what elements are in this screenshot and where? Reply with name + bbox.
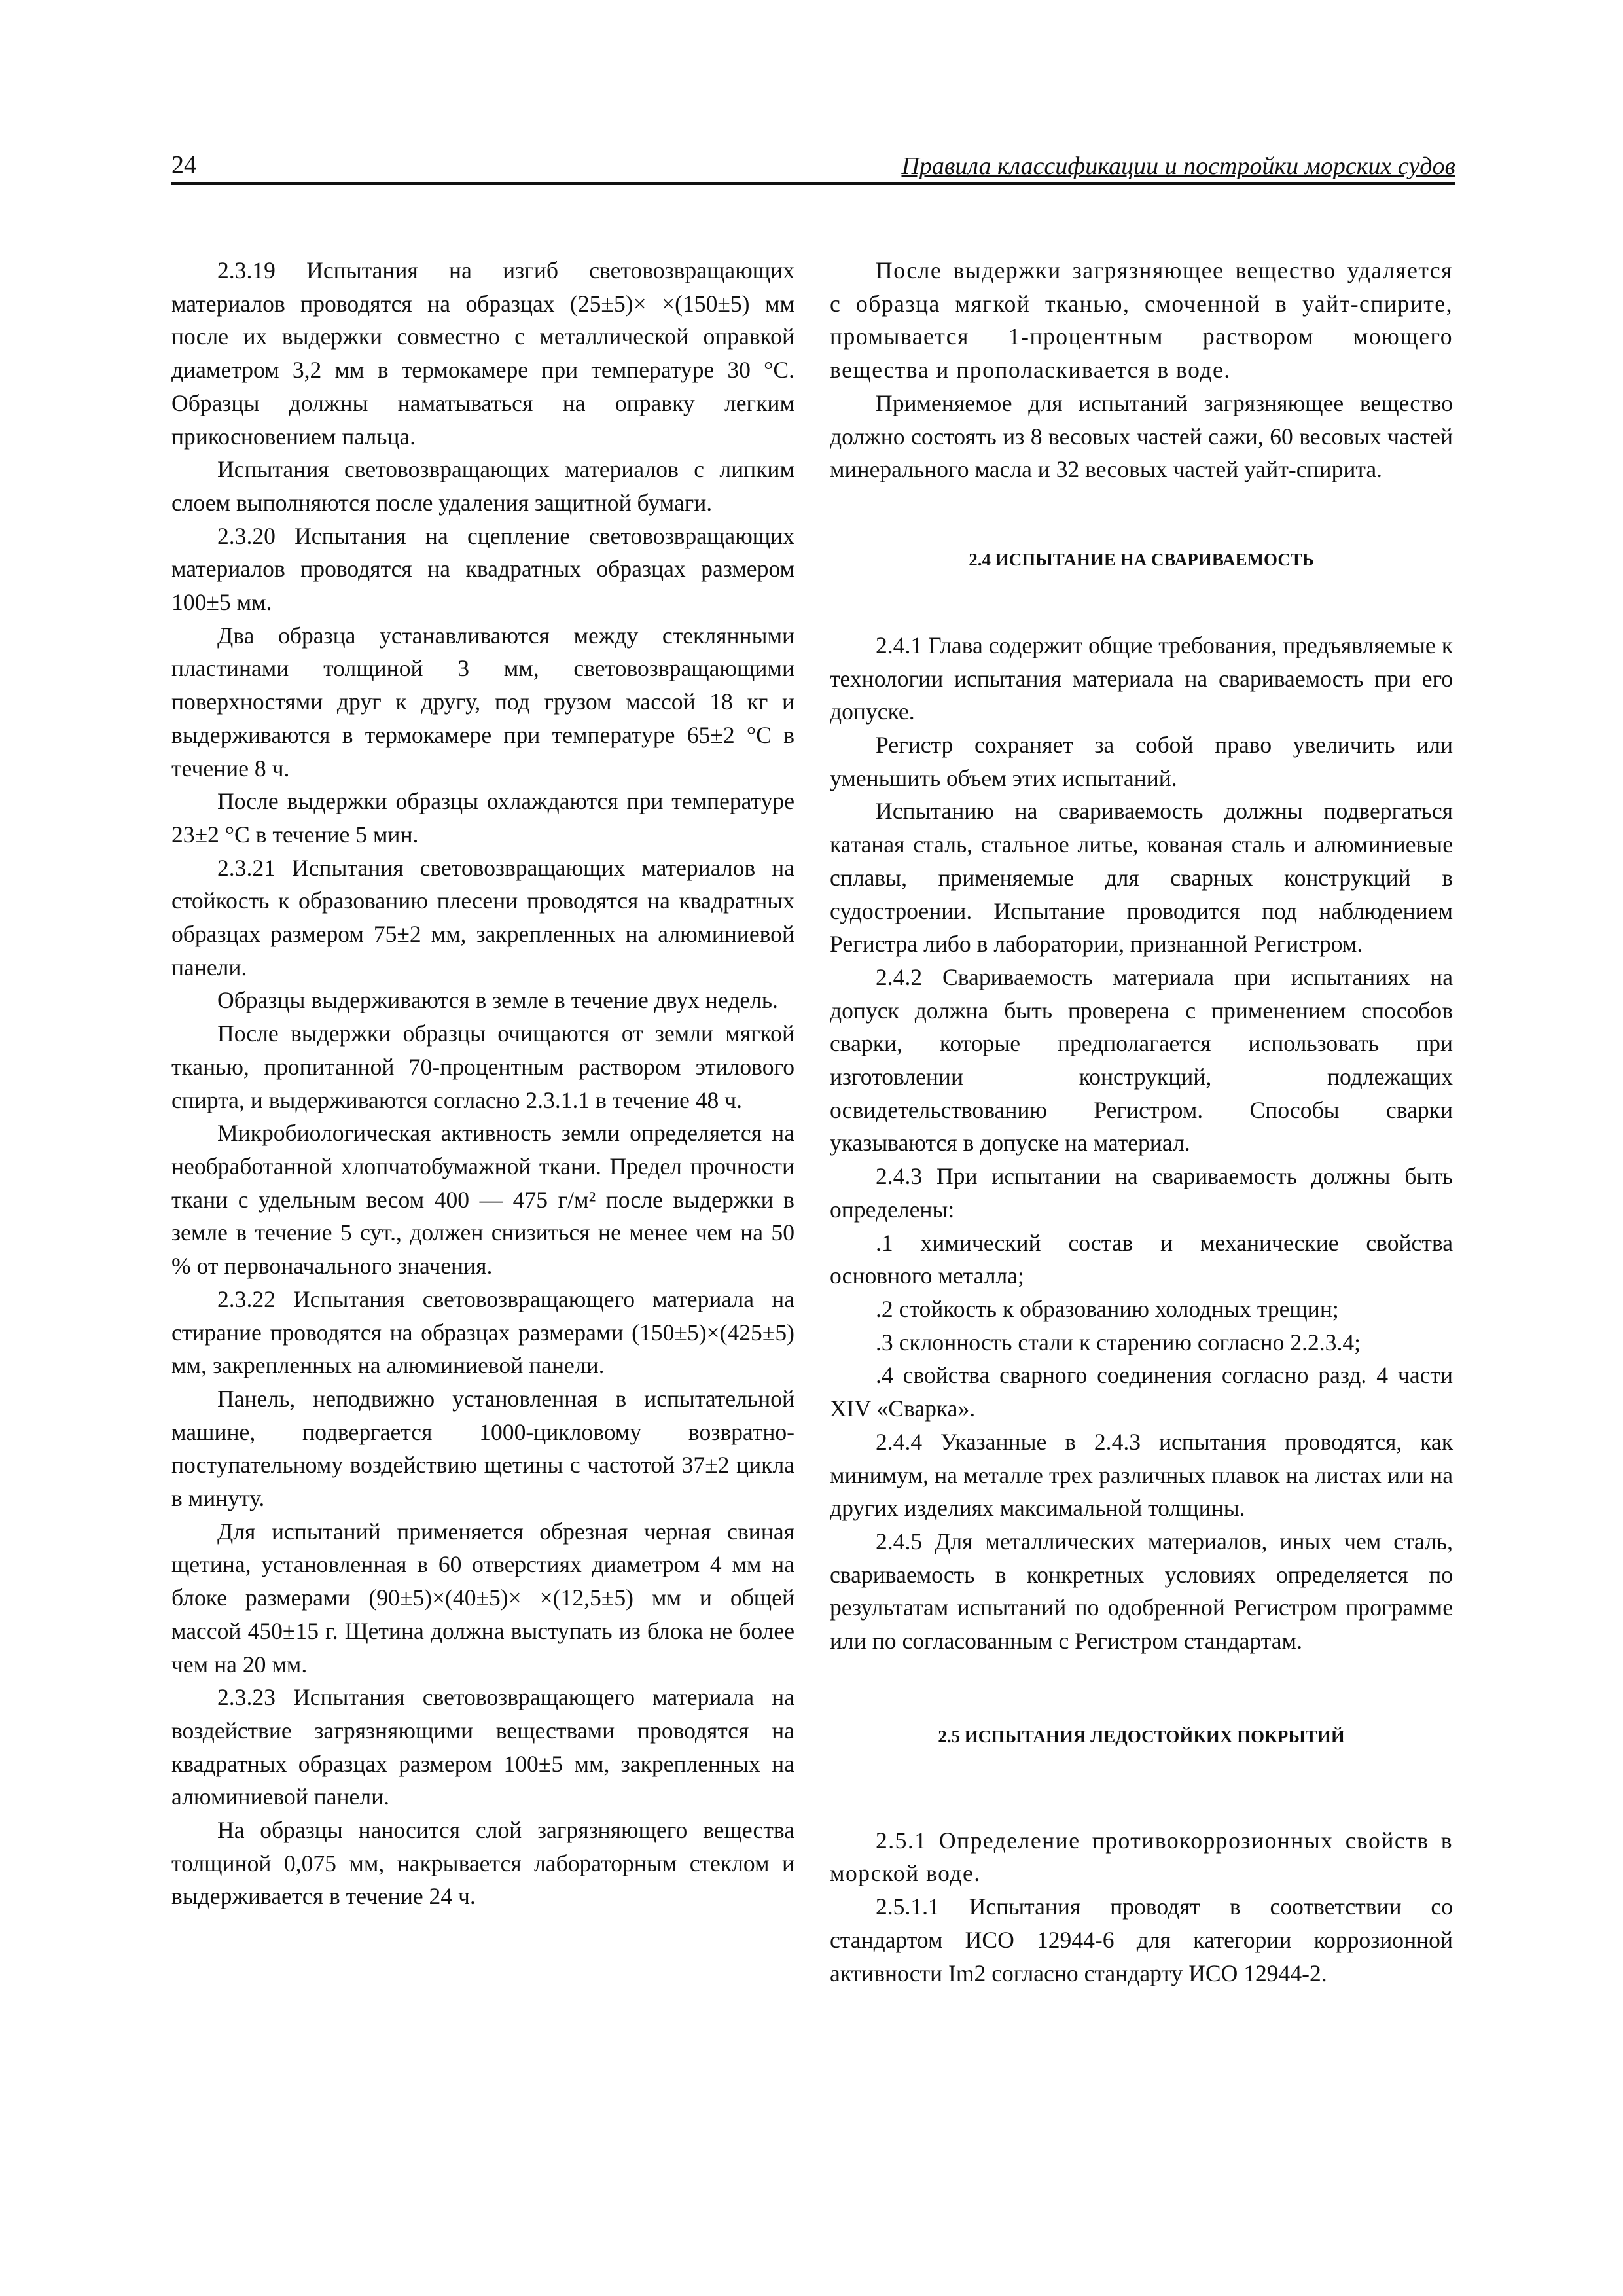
- paragraph-2-3-22: 2.3.22 Испытания световозвращающего материала на стирание проводятся на образцах размерами (150±5)×(425±5) мм, закрепленных на алюминиевой панели.: [171, 1285, 794, 1379]
- paragraph-contaminant-layer: На образцы наносится слой загрязняющего вещества толщиной 0,075 мм, накрывается лабораторным стеклом и выдерживается в течение 24 ч.: [171, 1817, 794, 1910]
- paragraph-cooling: После выдержки образцы охлаждаются при температуре 23±2 °С в течение 5 мин.: [171, 788, 794, 848]
- paragraph-cleaning: После выдержки образцы очищаются от земли мягкой тканью, пропитанной 70-процентным раствором этилового спирта, и выдерживаются согласно 2.3.1.1 в течение 48 ч.: [171, 1020, 794, 1113]
- list-item-1: .1 химический состав и механические свойства основного металла;: [830, 1229, 1453, 1289]
- paragraph-2-4-5: 2.4.5 Для металлических материалов, иных чем сталь, свариваемость в конкретных условиях определяется по результатам испытаний по одобренной Регистром программе или по согласованным с Регистром стандартам.: [830, 1528, 1453, 1655]
- paragraph-2-3-21: 2.3.21 Испытания световозвращающих материалов на стойкость к образованию плесени проводятся на квадратных образцах размером 75±2 мм, закрепленных на алюминиевой панели.: [171, 854, 794, 980]
- paragraph-contaminant-removal: После выдержки загрязняющее вещество удаляется с образца мягкой тканью, смоченной в уайт-спирите, промывается 1-процентным раствором моющего вещества и прополаскивается в воде.: [830, 257, 1453, 384]
- paragraph-2-3-23: 2.3.23 Испытания световозвращающего материала на воздействие загрязняющими веществами проводятся на квадратных образцах размером 100±5 мм, закрепленных на алюминиевой панели.: [171, 1684, 794, 1810]
- paragraph-two-samples: Два образца устанавливаются между стеклянными пластинами толщиной 3 мм, световозвращающими поверхностями друг к другу, под грузом массой 18 кг и выдерживаются в термокамере при температуре 65±2 °С в течение 8 ч.: [171, 622, 794, 781]
- list-item-4: .4 свойства сварного соединения согласно разд. 4 части XIV «Сварка».: [830, 1362, 1453, 1422]
- paragraph-soil-exposure: Образцы выдерживаются в земле в течение двух недель.: [217, 987, 778, 1014]
- paragraph-2-4-3: 2.4.3 При испытании на свариваемость должны быть определены:: [830, 1163, 1453, 1223]
- section-heading-2-5: 2.5 ИСПЫТАНИЯ ЛЕДОСТОЙКИХ ПОКРЫТИЙ: [938, 1726, 1345, 1746]
- paragraph-2-3-19: 2.3.19 Испытания на изгиб световозвращающих материалов проводятся на образцах (25±5)× ×(150±5) мм после их выдержки совместно с металлической оправкой диаметром 3,2 мм в термокамере при температуре 30 °С. Образцы должны наматываться на оправку легким прикосновением пальца.: [171, 257, 794, 450]
- paragraph-microbiological-activity: Микробиологическая активность земли определяется на необработанной хлопчатобумажной ткани. Предел прочности ткани с удельным весом 400 — 475 г/м² после выдержки в земле в течение 5 сут., должен снизиться не менее чем на 50 % от первоначального значения.: [171, 1120, 794, 1280]
- paragraph-panel-machine: Панель, неподвижно установленная в испытательной машине, подвергается 1000-цикловому возвратно-поступательному воздействию щетины с частотой 37±2 цикла в минуту.: [171, 1385, 794, 1512]
- right-column: [830, 254, 1453, 1990]
- paragraph-materials-tested: Испытанию на свариваемость должны подвергаться катаная сталь, стальное литье, кованая сталь и алюминиевые сплавы, применяемые для сварных конструкций в судостроении. Испытание проводится под наблюдением Регистра либо в лаборатории, признанной Регистром.: [830, 798, 1453, 958]
- list-item-2: .2 стойкость к образованию холодных трещин;: [876, 1295, 1339, 1322]
- paragraph-2-4-4: 2.4.4 Указанные в 2.4.3 испытания проводятся, как минимум, на металле трех различных плавок на листах или на других изделиях максимальной толщины.: [830, 1428, 1453, 1522]
- left-column: [171, 254, 794, 1913]
- page-header: [171, 145, 1455, 185]
- paragraph-adhesive-layer: Испытания световозвращающих материалов с липким слоем выполняются после удаления защитной бумаги.: [171, 456, 794, 516]
- paragraph-2-3-20: 2.3.20 Испытания на сцепление световозвращающих материалов проводятся на квадратных образцах размером 100±5 мм.: [171, 522, 794, 616]
- section-heading-2-4: 2.4 ИСПЫТАНИЕ НА СВАРИВАЕМОСТЬ: [969, 549, 1314, 569]
- running-title: Правила классификации и постройки морских судов: [901, 152, 1455, 180]
- page-number: 24: [171, 151, 196, 179]
- list-item-3: .3 склонность стали к старению согласно 2.2.3.4;: [876, 1329, 1361, 1355]
- paragraph-2-4-2: 2.4.2 Свариваемость материала при испытаниях на допуск должна быть проверена с применением способов сварки, которые предполагается использовать при изготовлении конструкций, подлежащих освидетельствованию Регистром. Способы сварки указываются в допуске на материал.: [830, 963, 1453, 1157]
- paragraph-2-5-1: 2.5.1 Определение противокоррозионных свойств в морской воде.: [830, 1827, 1453, 1887]
- paragraph-register-right: Регистр сохраняет за собой право увеличить или уменьшить объем этих испытаний.: [830, 732, 1453, 791]
- paragraph-2-4-1: 2.4.1 Глава содержит общие требования, предъявляемые к технологии испытания материала на свариваемость при его допуске.: [830, 632, 1453, 725]
- paragraph-bristle: Для испытаний применяется обрезная черная свиная щетина, установленная в 60 отверстиях диаметром 4 мм на блоке размерами (90±5)×(40±5)× ×(12,5±5) мм и общей массой 450±15 г. Щетина должна выступать из блока не более чем на 20 мм.: [171, 1518, 794, 1677]
- paragraph-contaminant-composition: Применяемое для испытаний загрязняющее вещество должно состоять из 8 весовых частей сажи, 60 весовых частей минерального масла и 32 весовых частей уайт-спирита.: [830, 389, 1453, 483]
- paragraph-2-5-1-1: 2.5.1.1 Испытания проводят в соответствии со стандартом ИСО 12944-6 для категории коррозионной активности Im2 согласно стандарту ИСО 12944-2.: [830, 1893, 1453, 1986]
